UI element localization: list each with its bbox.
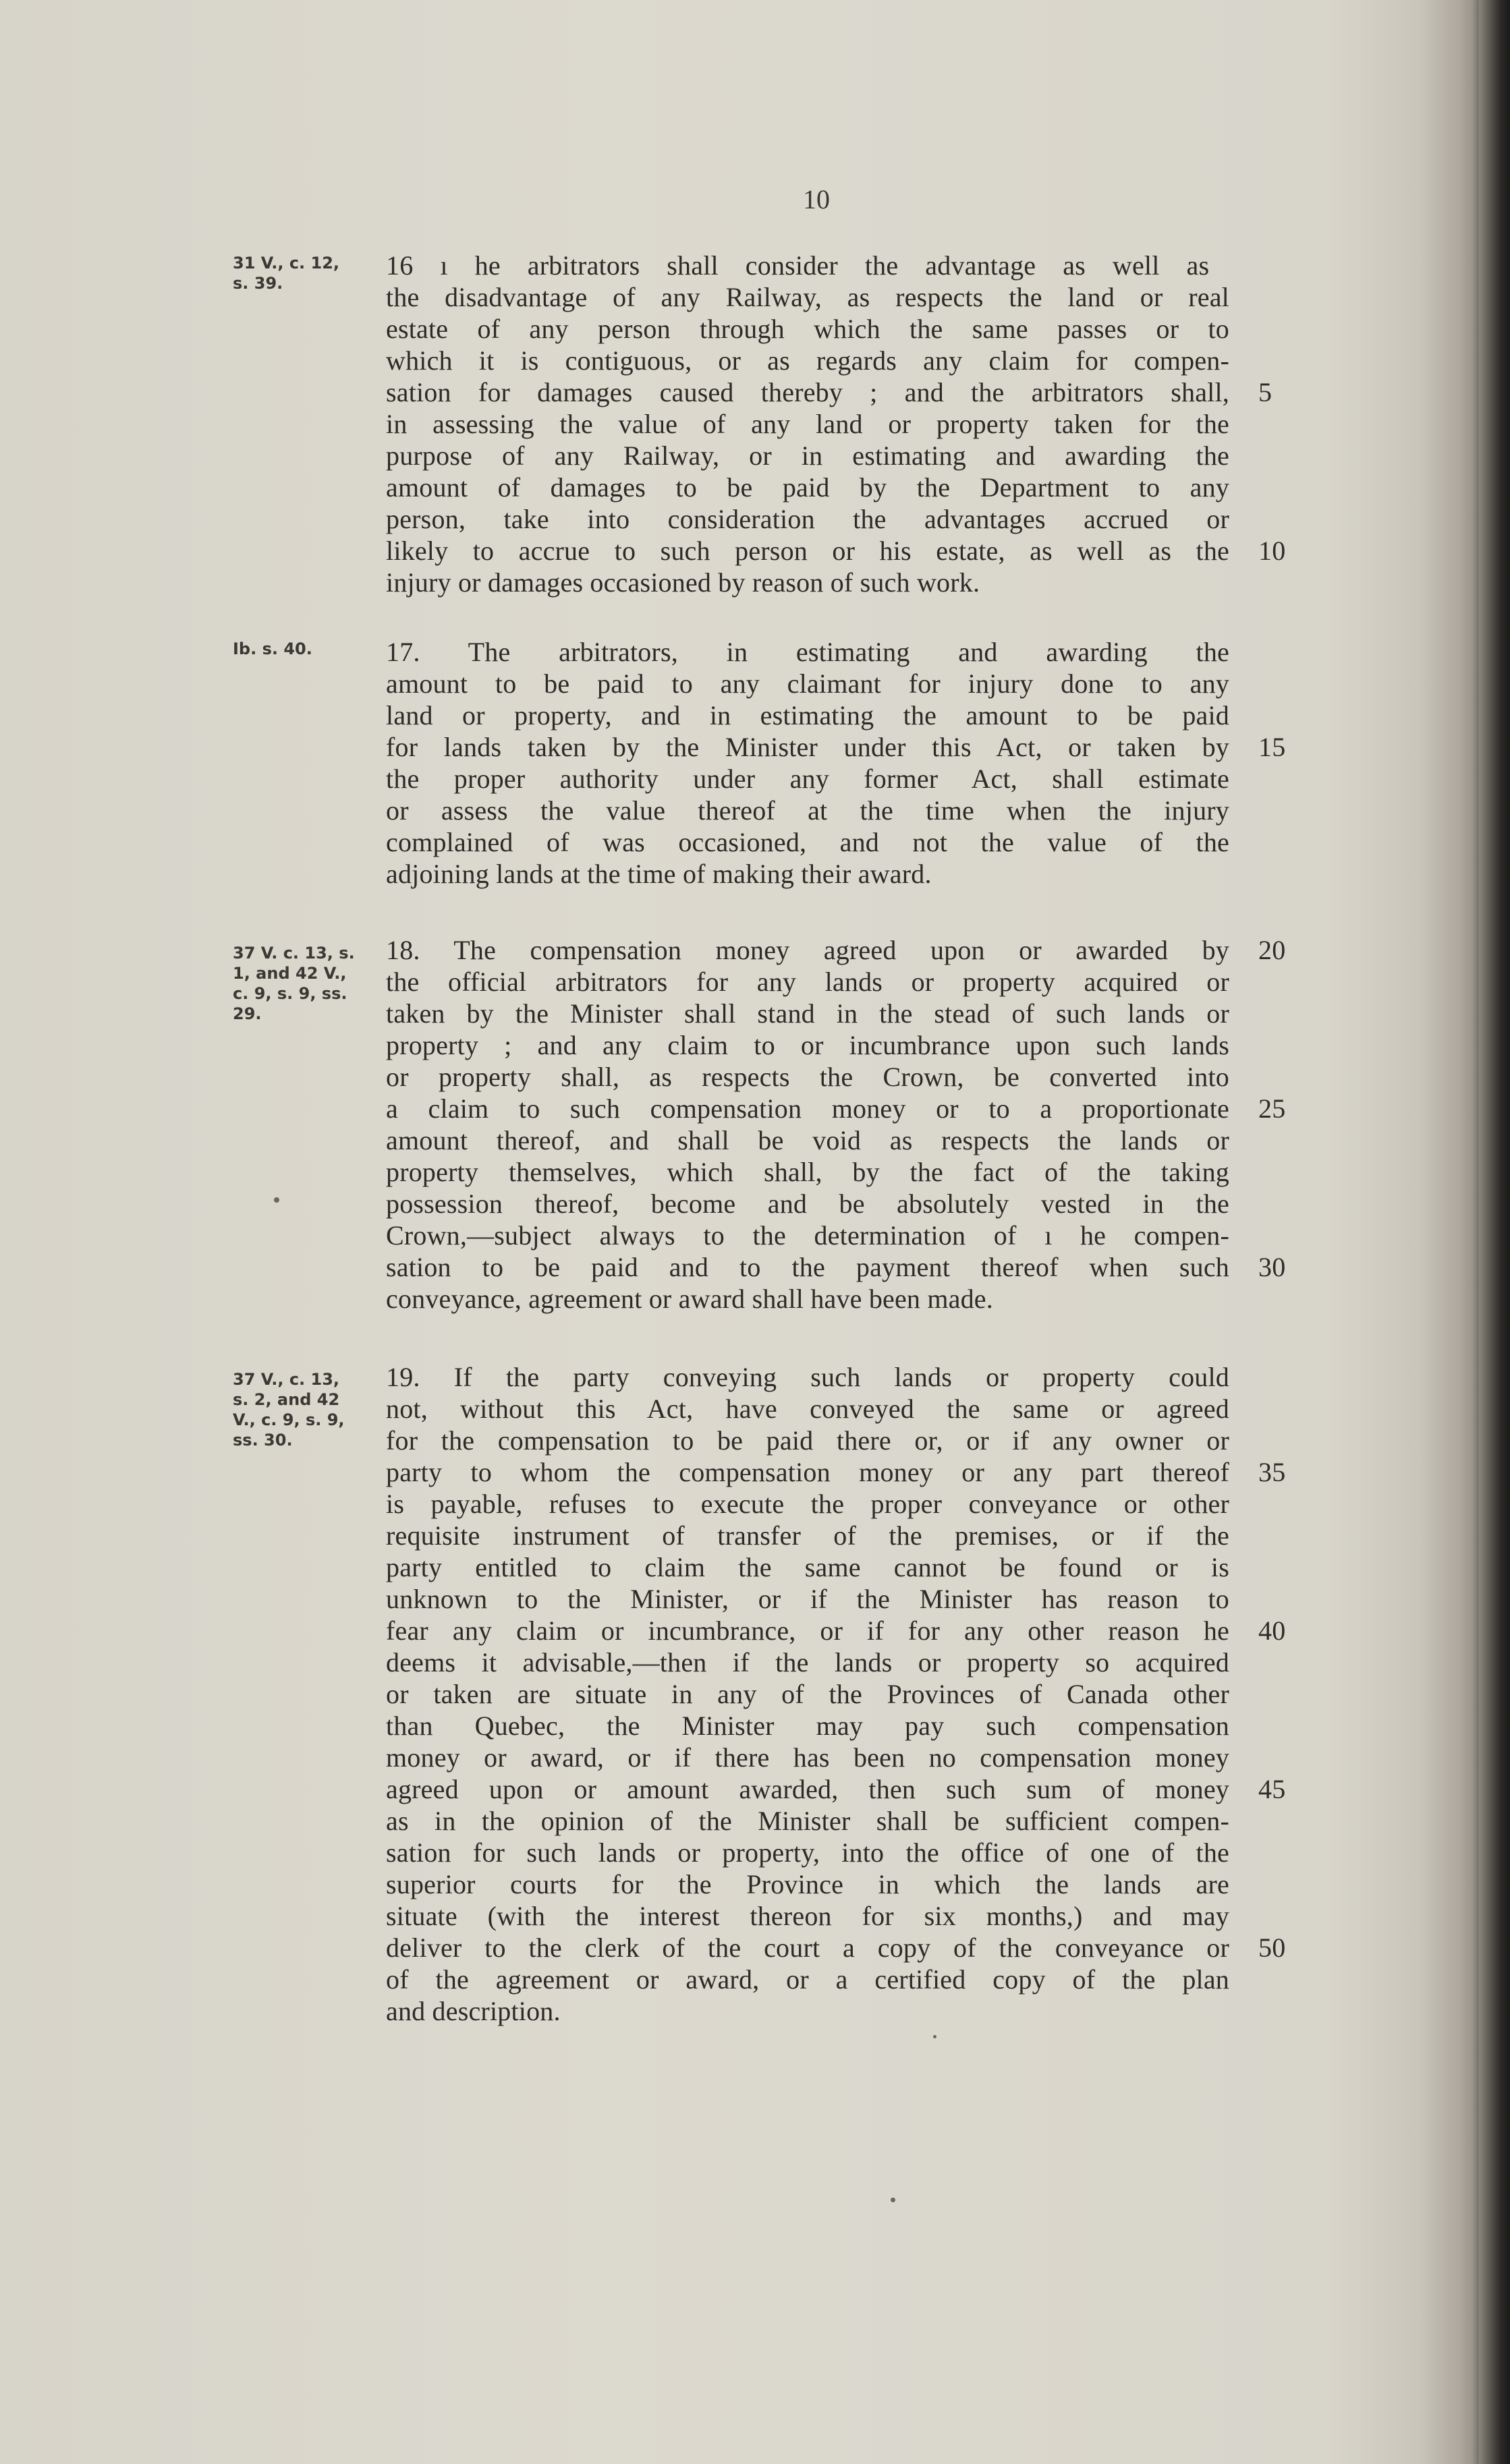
- page-number: 10: [803, 184, 830, 214]
- line-text: fear any claim or incumbrance, or if for any other reason he: [386, 1615, 1229, 1646]
- line-number: 10: [1258, 536, 1286, 566]
- margin-note-line: Ib. s. 40.: [233, 639, 312, 658]
- line-text: 16 ı he arbitrators shall consider the advantage as well as: [386, 250, 1210, 281]
- line-text: agreed upon or amount awarded, then such sum of money: [386, 1774, 1229, 1804]
- line-text: property ; and any claim to or incumbrance upon such lands: [386, 1030, 1229, 1060]
- text-line: [386, 1995, 1297, 2027]
- line-text: land or property, and in estimating the amount to be paid: [386, 700, 1229, 730]
- margin-note-line: V., c. 9, s. 9,: [233, 1410, 345, 1429]
- line-text: situate (with the interest thereon for six months,) and may: [386, 1901, 1229, 1931]
- margin-note-line: 29.: [233, 1004, 262, 1023]
- text-line: [386, 1932, 1297, 1964]
- text-line: [386, 313, 1297, 345]
- line-text: 19. If the party conveying such lands or property could: [386, 1362, 1229, 1392]
- section-17: [386, 636, 1297, 890]
- text-line: [386, 1805, 1297, 1837]
- line-text: not, without this Act, have conveyed the same or agreed: [386, 1394, 1229, 1424]
- line-text: or assess the value thereof at the time when the injury: [386, 795, 1229, 826]
- line-text: or property shall, as respects the Crown, be converted into: [386, 1062, 1229, 1092]
- line-text: party entitled to claim the same cannot be found or is: [386, 1552, 1229, 1582]
- text-line: [386, 1188, 1297, 1220]
- text-line: [386, 471, 1297, 503]
- text-line: [386, 795, 1297, 826]
- line-text: 18. The compensation money agreed upon or awarded by: [386, 935, 1229, 965]
- text-line: [386, 668, 1297, 699]
- margin-note-section-18: [233, 943, 388, 1024]
- line-text: money or award, or if there has been no compensation money: [386, 1742, 1229, 1773]
- text-line: [386, 636, 1297, 668]
- line-text: possession thereof, become and be absolutely vested in the: [386, 1188, 1229, 1219]
- text-line: [386, 1061, 1297, 1093]
- line-text: purpose of any Railway, or in estimating and awarding the: [386, 440, 1229, 471]
- text-line: [386, 1868, 1297, 1900]
- margin-note-line: 1, and 42 V.,: [233, 964, 347, 983]
- text-line: [386, 281, 1297, 313]
- line-text: sation for such lands or property, into the office of one of the: [386, 1837, 1229, 1868]
- line-number: 20: [1258, 935, 1286, 965]
- margin-note-line: ss. 30.: [233, 1431, 293, 1450]
- text-line: [386, 376, 1297, 408]
- text-line: [386, 731, 1297, 763]
- text-line: [386, 1456, 1297, 1488]
- line-text: conveyance, agreement or award shall have been made.: [386, 1284, 993, 1314]
- line-text: in assessing the value of any land or property taken for the: [386, 409, 1229, 439]
- line-text: the disadvantage of any Railway, as respects the land or real: [386, 282, 1229, 312]
- line-text: for the compensation to be paid there or, or if any owner or: [386, 1425, 1229, 1456]
- text-line: [386, 1393, 1297, 1425]
- line-number: 50: [1258, 1932, 1286, 1963]
- text-line: [386, 1425, 1297, 1456]
- line-text: amount to be paid to any claimant for injury done to any: [386, 668, 1229, 699]
- line-text: of the agreement or award, or a certified copy of the plan: [386, 1964, 1229, 1995]
- text-line: [386, 408, 1297, 440]
- line-text: sation for damages caused thereby ; and the arbitrators shall,: [386, 377, 1229, 407]
- text-line: [386, 1520, 1297, 1551]
- line-text: party to whom the compensation money or any part thereof: [386, 1457, 1229, 1487]
- paper-speck: [891, 2198, 895, 2202]
- paper-speck: [274, 1197, 279, 1203]
- line-number: 30: [1258, 1252, 1286, 1282]
- text-line: [386, 998, 1297, 1029]
- text-line: [386, 503, 1297, 535]
- text-line: [386, 858, 1297, 890]
- line-text: injury or damages occasioned by reason of such work.: [386, 567, 980, 598]
- line-text: deliver to the clerk of the court a copy of the conveyance or: [386, 1932, 1229, 1963]
- text-line: [386, 1124, 1297, 1156]
- line-number: 25: [1258, 1093, 1286, 1124]
- text-line: [386, 1583, 1297, 1615]
- line-number: 5: [1258, 377, 1273, 407]
- text-line: [386, 250, 1297, 281]
- line-text: sation to be paid and to the payment thereof when such: [386, 1252, 1229, 1282]
- text-line: [386, 1837, 1297, 1868]
- line-text: likely to accrue to such person or his estate, as well as the: [386, 536, 1229, 566]
- text-line: [386, 1251, 1297, 1283]
- text-line: [386, 1742, 1297, 1773]
- line-text: adjoining lands at the time of making their award.: [386, 859, 932, 889]
- text-line: [386, 966, 1297, 998]
- text-line: [386, 934, 1297, 966]
- section-19: [386, 1361, 1297, 2027]
- text-line: [386, 763, 1297, 795]
- line-text: than Quebec, the Minister may pay such compensation: [386, 1711, 1229, 1741]
- text-line: [386, 1283, 1297, 1315]
- text-line: [386, 1678, 1297, 1710]
- line-text: Crown,—subject always to the determination of ı he compen-: [386, 1220, 1229, 1251]
- text-line: [386, 535, 1297, 567]
- text-line: [386, 440, 1297, 471]
- page-curl-shadow: [1461, 0, 1479, 2464]
- line-text: person, take into consideration the advantages accrued or: [386, 504, 1229, 534]
- line-text: which it is contiguous, or as regards any claim for compen-: [386, 345, 1229, 376]
- line-text: unknown to the Minister, or if the Minister has reason to: [386, 1584, 1229, 1614]
- margin-note-line: 37 V., c. 13,: [233, 1370, 340, 1389]
- line-text: and description.: [386, 1996, 561, 2026]
- line-text: superior courts for the Province in which the lands are: [386, 1869, 1229, 1899]
- text-line: [386, 826, 1297, 858]
- margin-note-line: s. 2, and 42: [233, 1390, 340, 1409]
- text-line: [386, 1093, 1297, 1124]
- margin-note-line: s. 39.: [233, 274, 283, 293]
- line-text: the official arbitrators for any lands or property acquired or: [386, 967, 1229, 997]
- line-text: for lands taken by the Minister under this Act, or taken by: [386, 732, 1229, 762]
- paper-speck: [933, 2035, 936, 2038]
- line-number: 40: [1258, 1615, 1286, 1646]
- line-number: 15: [1258, 732, 1286, 762]
- section-16: [386, 250, 1297, 598]
- margin-note-line: c. 9, s. 9, ss.: [233, 984, 347, 1003]
- margin-note-line: 31 V., c. 12,: [233, 254, 340, 273]
- margin-note-line: 37 V. c. 13, s.: [233, 944, 355, 963]
- line-text: is payable, refuses to execute the proper conveyance or other: [386, 1489, 1229, 1519]
- text-line: [386, 1361, 1297, 1393]
- text-line: [386, 1710, 1297, 1742]
- line-text: or taken are situate in any of the Provinces of Canada other: [386, 1679, 1229, 1709]
- line-text: amount thereof, and shall be void as respects the lands or: [386, 1125, 1229, 1155]
- line-text: taken by the Minister shall stand in the stead of such lands or: [386, 998, 1229, 1029]
- text-line: [386, 1900, 1297, 1932]
- text-line: [386, 1615, 1297, 1646]
- text-line: [386, 699, 1297, 731]
- line-text: complained of was occasioned, and not the value of the: [386, 827, 1229, 857]
- text-line: [386, 567, 1297, 598]
- text-line: [386, 1220, 1297, 1251]
- text-line: [386, 1488, 1297, 1520]
- line-number: 35: [1258, 1457, 1286, 1487]
- section-18: [386, 934, 1297, 1315]
- book-spine: [1479, 0, 1510, 2464]
- line-text: estate of any person through which the same passes or to: [386, 314, 1229, 344]
- line-text: deems it advisable,—then if the lands or property so acquired: [386, 1647, 1229, 1678]
- text-line: [386, 1646, 1297, 1678]
- line-text: a claim to such compensation money or to a proportionate: [386, 1093, 1229, 1124]
- text-line: [386, 1964, 1297, 1995]
- margin-note-section-17: [233, 639, 388, 659]
- text-line: [386, 1551, 1297, 1583]
- margin-note-section-16: [233, 253, 388, 293]
- line-text: amount of damages to be paid by the Department to any: [386, 472, 1229, 503]
- line-text: the proper authority under any former Act, shall estimate: [386, 764, 1229, 794]
- text-line: [386, 345, 1297, 376]
- line-text: 17. The arbitrators, in estimating and awarding the: [386, 637, 1229, 667]
- text-line: [386, 1773, 1297, 1805]
- text-line: [386, 1029, 1297, 1061]
- line-text: as in the opinion of the Minister shall be sufficient compen-: [386, 1806, 1229, 1836]
- margin-note-section-19: [233, 1369, 388, 1450]
- line-text: property themselves, which shall, by the fact of the taking: [386, 1157, 1229, 1187]
- line-text: requisite instrument of transfer of the premises, or if the: [386, 1520, 1229, 1551]
- text-line: [386, 1156, 1297, 1188]
- line-number: 45: [1258, 1774, 1286, 1804]
